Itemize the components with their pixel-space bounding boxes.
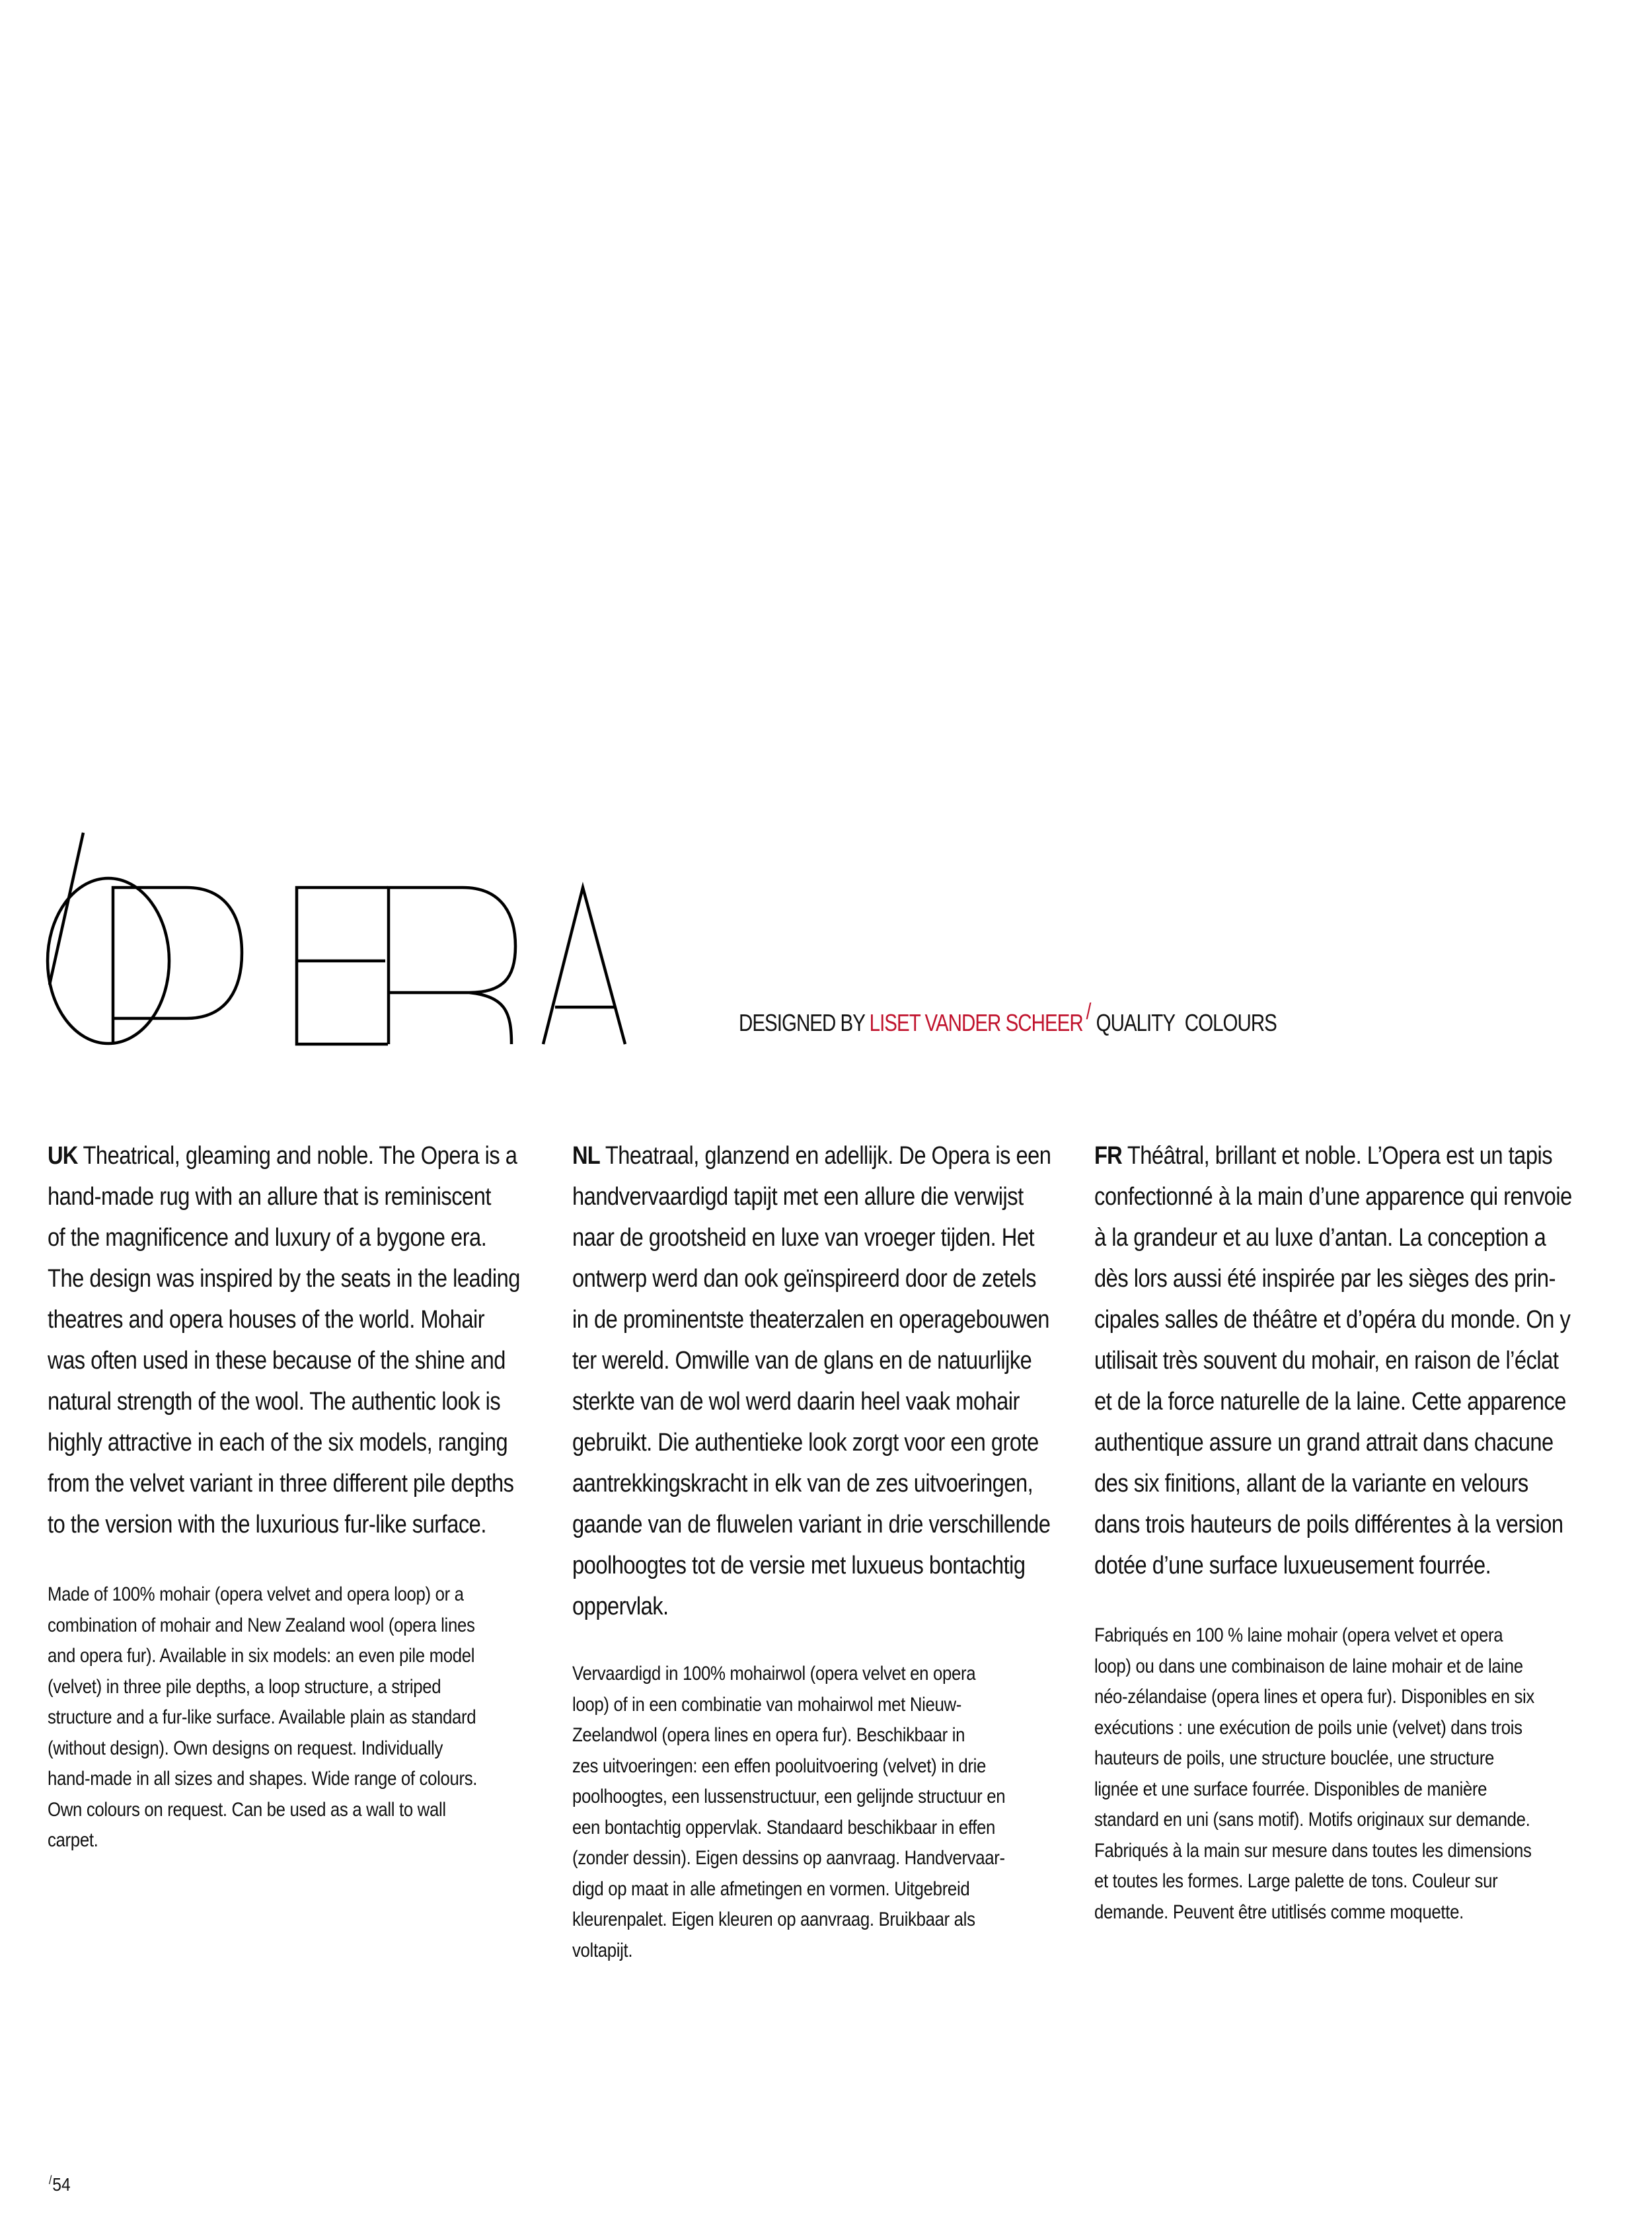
page-number-slash: /: [49, 2174, 52, 2187]
quality-label: QUALITY: [1096, 1009, 1176, 1036]
language-code-fr: FR: [1094, 1142, 1122, 1170]
column-uk: [48, 1135, 596, 1851]
opera-wordmark: [0, 819, 793, 1057]
spec-paragraph-uk: Made of 100% mohair (opera velvet and opera loop) or a combination of mohair and New Zealand wool (opera lines and opera fur). Available in six models: an even pile model (velvet) in three pile depths, a loop structure, a striped structure and a fur-like surface. Available plain as standard (without design). Own designs on request. Individually hand-made in all sizes and shapes. Wide range of colours. Own colours on request. Can be used as a wall to wall carpet.: [48, 1583, 478, 1851]
intro-paragraph-fr: FR Théâtral, brillant et noble. L’Opera est un tapis confectionné à la main d’une apparence qui renvoie à la grandeur et au luxe d’antan. La conception a dès lors aussi été inspirée par les sièges des prin- cipales salles de théâtre et d’opéra du monde. On y utilisait très souvent du mohair, en raison de l’éclat et de la force naturelle de la laine. Cette apparence authentique assure un grand attrait dans chacune des six finitions, allant de la variante en velours dans trois hauteurs de poils différentes à la version dotée d’une surface luxueusement fourrée.: [1094, 1142, 1572, 1579]
page-title: [0, 819, 793, 1057]
intro-paragraph-nl: NL Theatraal, glanzend en adellijk. De Opera is een handvervaardigd tapijt met een allure die verwijst naar de grootsheid en luxe van vroeger tijden. Het ontwerp werd dan ook geïnspireerd door de zetels in de prominentste theaterzalen en operagebouwen ter wereld. Omwille van de glans en de natuurlijke sterkte van de wol werd daarin heel vaak mohair gebruikt. Die authentieke look zorgt voor een grote aantrekkingskracht in elk van de zes uitvoeringen, gaande van de fluwelen variant in drie verschillende poolhoogtes tot de versie met luxueus bontachtig oppervlak.: [572, 1142, 1051, 1620]
title-letter-p: [113, 888, 242, 1044]
subtitle-separator: /: [1086, 999, 1091, 1024]
language-code-nl: NL: [572, 1142, 600, 1170]
page-number: [49, 2174, 71, 2195]
column-fr: [1094, 1135, 1643, 1923]
title-letter-a: [543, 888, 625, 1044]
colours-label: COLOURS: [1184, 1009, 1277, 1036]
title-slash-glyph: [50, 833, 83, 985]
spec-paragraph-nl: Vervaardigd in 100% mohairwol (opera velvet en opera loop) of in een combinatie van mohairwol met Nieuw- Zeelandwol (opera lines en opera fur). Beschikbaar in zes uitvoeringen: een effen pooluitvoering (velvet) in drie poolhoogtes, een lussenstructuur, een gelijnde structuur en een bontachtig oppervlak. Standaard beschikbaar in effen (zonder dessin). Eigen dessins op aanvraag. Handvervaar- digd op maat in alle afmetingen en vormen. Uitgebreid kleurenpalet. Eigen kleuren op aanvraag. Bruikbaar als voltapijt.: [572, 1663, 1006, 1961]
column-nl: [572, 1135, 1121, 1961]
title-letter-e: [297, 888, 388, 1044]
designer-subtitle: [739, 999, 1277, 1036]
designed-by-label: DESIGNED BY: [739, 1009, 865, 1036]
designer-name: LISET VANDER SCHEER: [869, 1009, 1083, 1036]
page-number-value: 54: [52, 2174, 71, 2195]
intro-paragraph-uk: UK Theatrical, gleaming and noble. The Opera is a hand-made rug with an allure that is reminiscent of the magnificence and luxury of a bygone era. The design was inspired by the seats in the leading theatres and opera houses of the world. Mohair was often used in these because of the shine and natural strength of the wool. The authentic look is highly attractive in each of the six models, ranging from the velvet variant in three different pile depths to the version with the luxurious fur-like surface.: [48, 1142, 520, 1538]
language-code-uk: UK: [48, 1142, 78, 1170]
title-letter-r: [389, 888, 515, 1044]
spec-paragraph-fr: Fabriqués en 100 % laine mohair (opera velvet et opera loop) ou dans une combinaison de laine mohair et de laine néo-zélandaise (opera lines et opera fur). Disponibles en six exécutions : une exécution de poils unie (velvet) dans trois hauteurs de poils, une structure bouclée, une structure lignée et une surface fourrée. Disponibles de manière standard en uni (sans motif). Motifs originaux sur demande. Fabriqués à la main sur mesure dans toutes les dimensions et toutes les formes. Large palette de tons. Couleur sur demande. Peuvent être utitlisés comme moquette.: [1094, 1624, 1534, 1923]
